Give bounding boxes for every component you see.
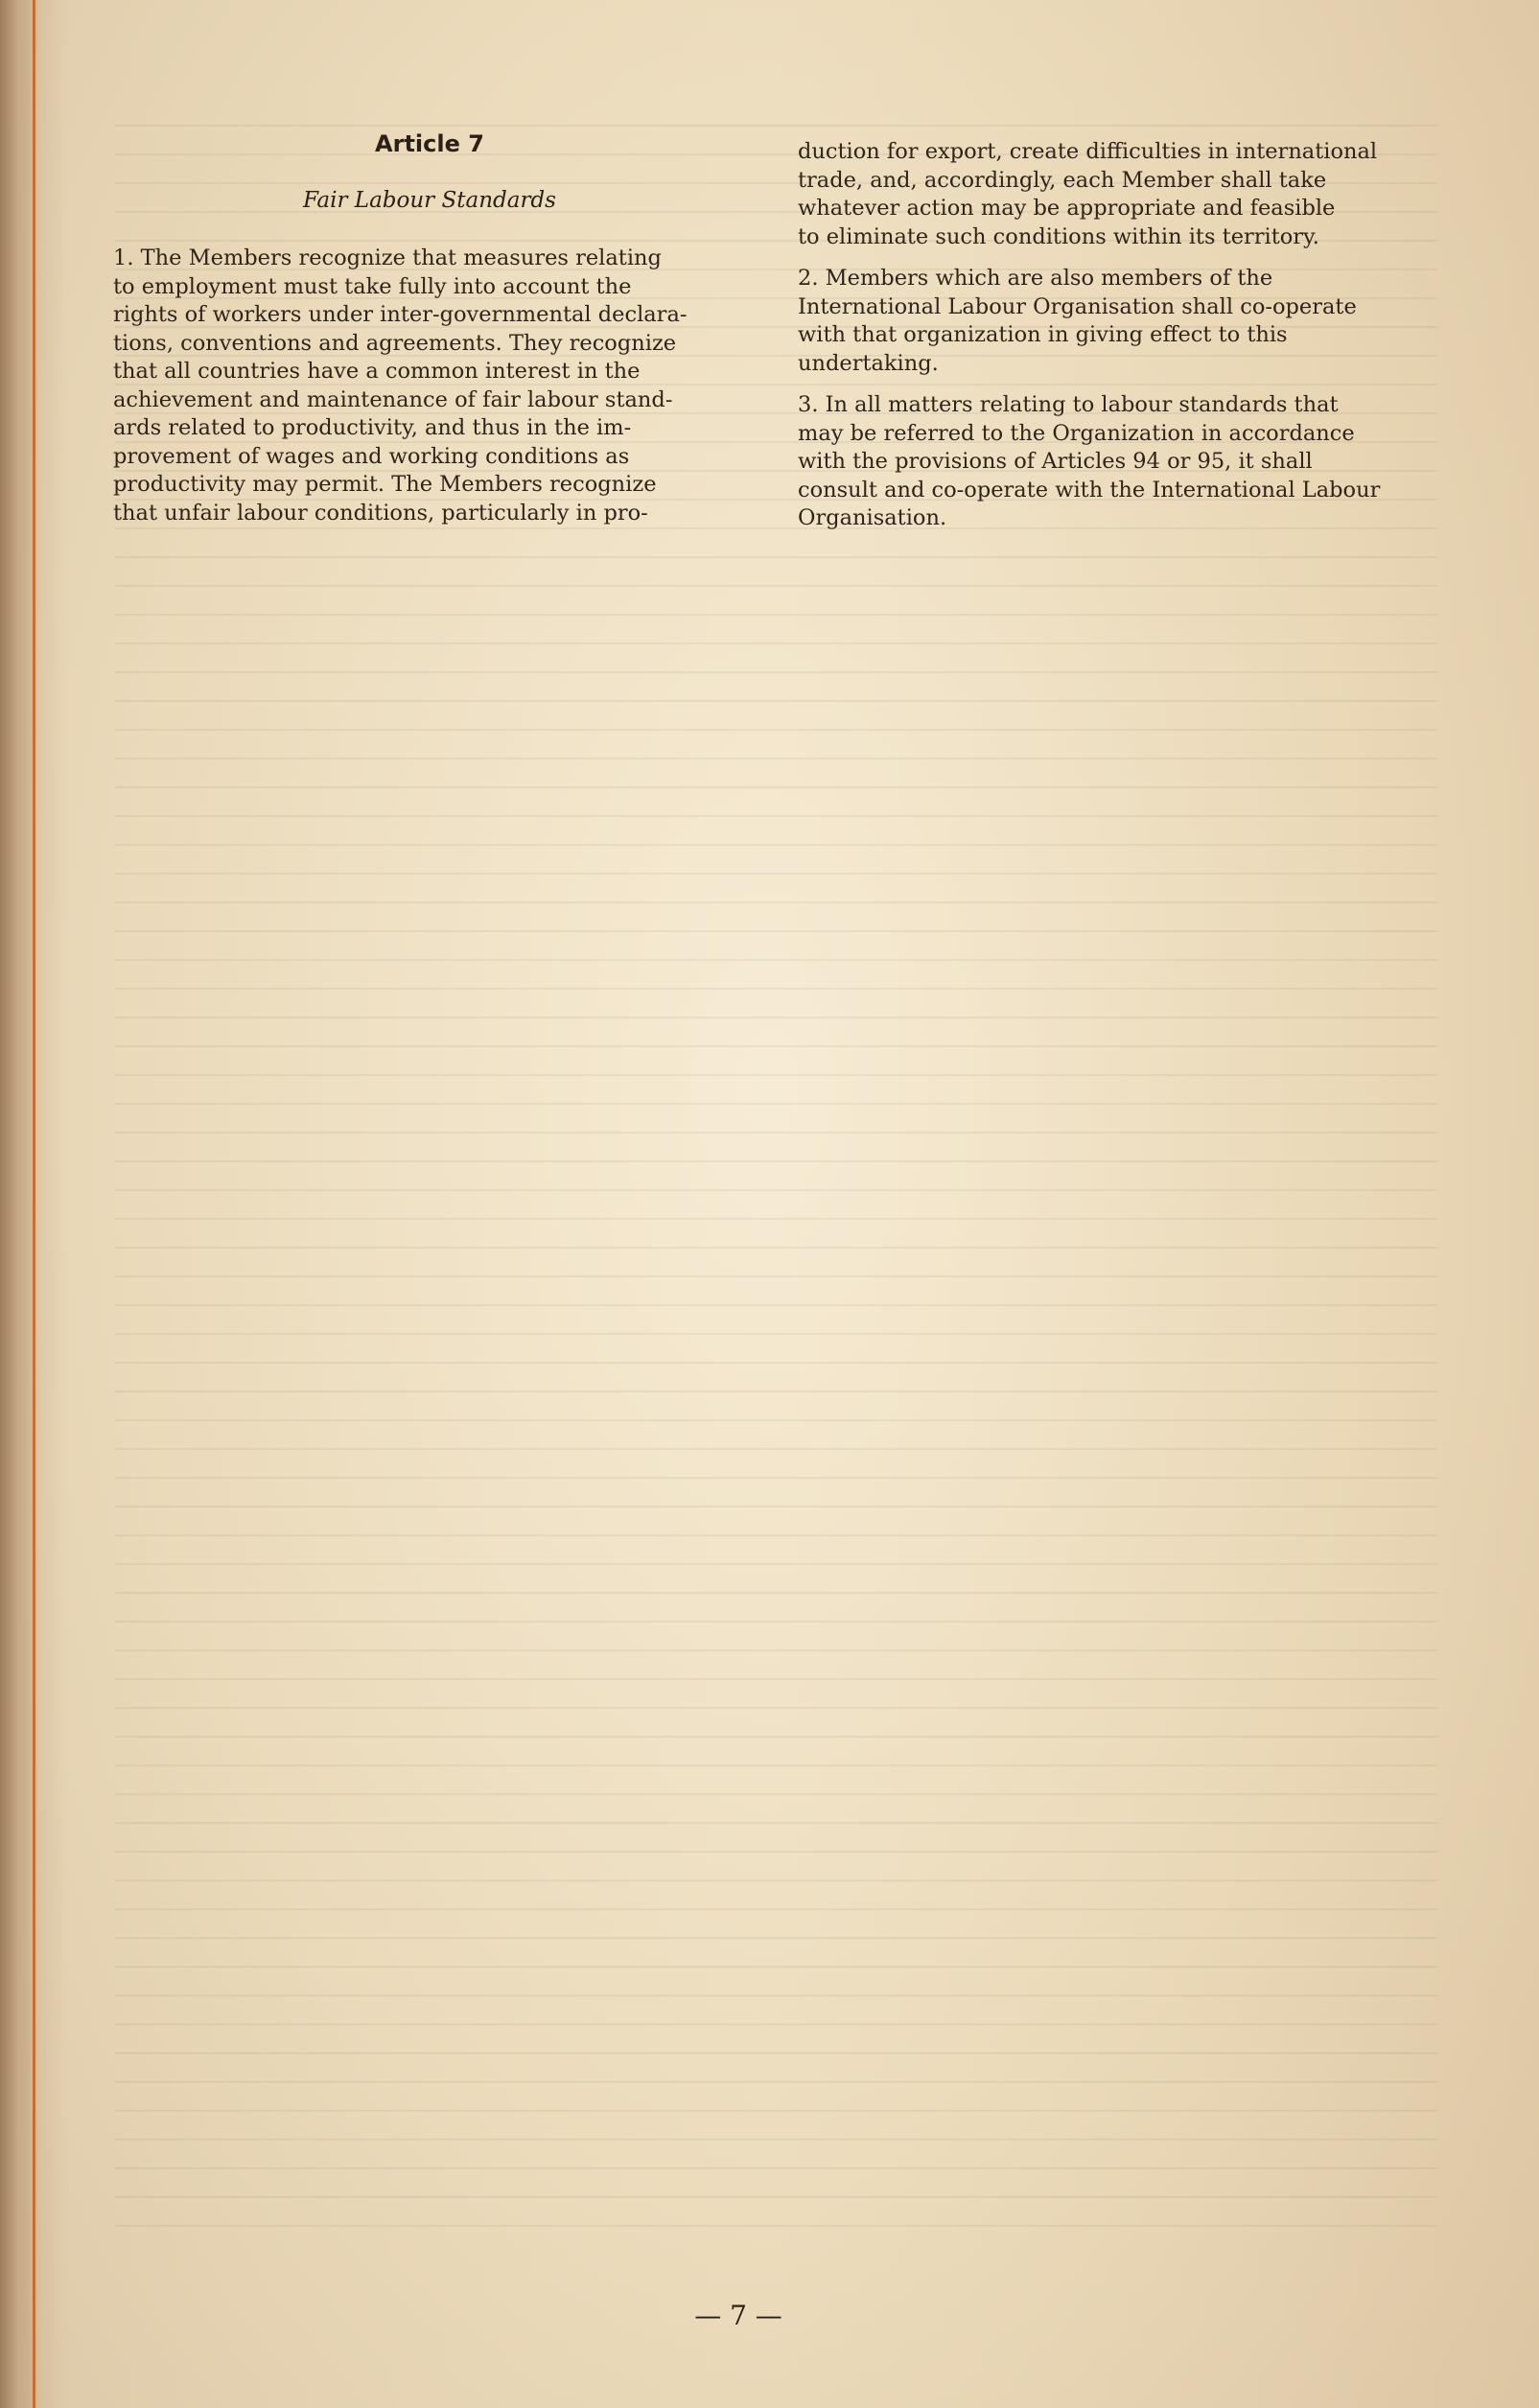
paragraph-3: 3. In all matters relating to labour standards that may be referred to the Organization in accordance with the provisions of Articles 94 or 95, it shall consult and co-operate with the International Labour Organisation. [798, 392, 1381, 530]
page-number: — 7 — [694, 2300, 782, 2331]
left-column [113, 245, 746, 541]
paragraph-1: 1. The Members recognize that measures relating to employment must take fully into account the rights of workers under inter-governmental declara- tions, conventions and agreements. They recognize that all countries have a common interest in the achievement and maintenance of fair labour stand- ards related to productivity, and thus in the im- provement of wages and working conditions as productivity may permit. The Members recognize that unfair labour conditions, particularly in pro- [113, 245, 688, 526]
paragraph-1-continued: duction for export, create difficulties in international trade, and, accordingly, each Member shall take whatever action may be appropriate and feasible to eliminate such conditions within its territory. [798, 139, 1378, 249]
spine-edge [33, 0, 35, 2408]
article-subtitle: Fair Labour Standards [303, 188, 556, 213]
right-column [798, 138, 1435, 547]
paragraph-2: 2. Members which are also members of the International Labour Organisation shall co-operate with that organization in giving effect to this undertaking. [798, 266, 1357, 376]
article-heading: Article 7 [375, 130, 484, 157]
